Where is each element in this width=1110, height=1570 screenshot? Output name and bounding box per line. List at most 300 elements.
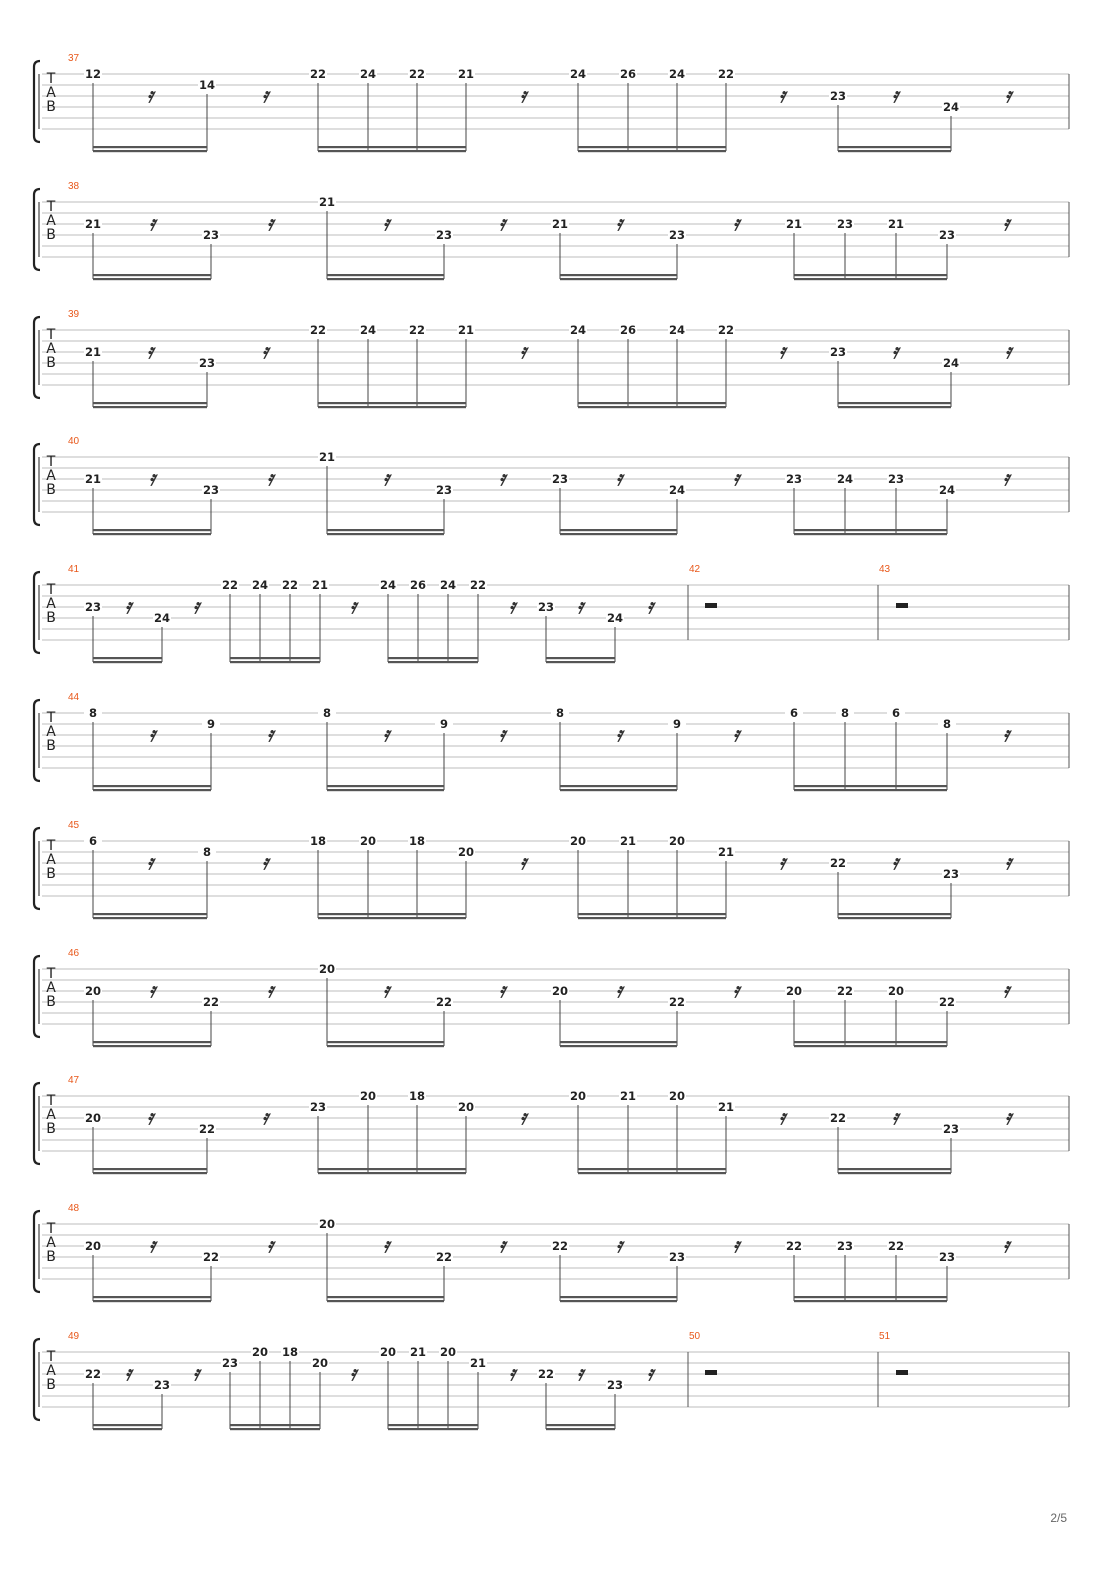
fret-number: 21 <box>311 578 329 592</box>
beam <box>327 1041 444 1043</box>
tab-clef-letter: B <box>46 99 56 115</box>
fret-number: 21 <box>619 1089 637 1103</box>
bar-number: 47 <box>68 1075 80 1086</box>
tab-clef-letter: T <box>46 966 56 982</box>
sixteenth-rest: 𝄿 <box>261 339 269 363</box>
beam <box>578 1168 726 1170</box>
bar-number: 42 <box>689 564 701 575</box>
beam <box>327 278 444 280</box>
sixteenth-rest: 𝄿 <box>891 850 899 874</box>
beam <box>578 1172 726 1174</box>
beam <box>838 1168 951 1170</box>
fret-number: 20 <box>379 1345 397 1359</box>
sixteenth-rest: 𝄿 <box>498 722 506 746</box>
sixteenth-rest: 𝄿 <box>519 1105 527 1129</box>
sixteenth-rest: 𝄿 <box>146 1105 154 1129</box>
tab-clef-letter: A <box>46 85 56 101</box>
beam <box>838 402 951 404</box>
half-rest <box>896 603 908 608</box>
tab-clef-letter: T <box>46 838 56 854</box>
fret-number: 20 <box>668 834 686 848</box>
bar-number: 49 <box>68 1331 80 1342</box>
fret-number: 22 <box>198 1122 216 1136</box>
tab-clef-letter: A <box>46 1363 56 1379</box>
sixteenth-rest: 𝄿 <box>1002 722 1010 746</box>
sixteenth-rest: 𝄿 <box>615 722 623 746</box>
fret-number: 20 <box>311 1356 329 1370</box>
beam <box>93 150 207 152</box>
beam <box>93 274 211 276</box>
beam <box>93 1045 211 1047</box>
fret-number: 22 <box>551 1239 569 1253</box>
fret-number: 20 <box>359 834 377 848</box>
bar-number: 43 <box>879 564 891 575</box>
fret-number: 22 <box>221 578 239 592</box>
fret-number: 20 <box>569 834 587 848</box>
fret-number: 23 <box>221 1356 239 1370</box>
fret-number: 18 <box>309 834 327 848</box>
tab-system <box>34 692 1069 791</box>
sixteenth-rest: 𝄿 <box>1002 466 1010 490</box>
beam <box>93 533 211 535</box>
sixteenth-rest: 𝄿 <box>124 594 132 618</box>
beam <box>230 657 320 659</box>
fret-number: 18 <box>281 1345 299 1359</box>
fret-number: 21 <box>469 1356 487 1370</box>
fret-number: 24 <box>153 611 171 625</box>
fret-number: 21 <box>619 834 637 848</box>
fret-number: 21 <box>84 472 102 486</box>
tab-clef-letter: B <box>46 482 56 498</box>
fret-number: 23 <box>435 483 453 497</box>
fret-number: 23 <box>829 89 847 103</box>
beam <box>93 402 207 404</box>
beam <box>318 913 466 915</box>
fret-number: 23 <box>785 472 803 486</box>
beam <box>93 1428 162 1430</box>
tab-system <box>34 1331 1069 1430</box>
tab-clef-letter: A <box>46 596 56 612</box>
fret-number: 23 <box>551 472 569 486</box>
fret-number: 23 <box>84 600 102 614</box>
fret-number: 22 <box>829 1111 847 1125</box>
sixteenth-rest: 𝄿 <box>519 850 527 874</box>
fret-number: 24 <box>251 578 269 592</box>
beam <box>93 278 211 280</box>
sixteenth-rest: 𝄿 <box>576 594 584 618</box>
sixteenth-rest: 𝄿 <box>508 594 516 618</box>
beam <box>838 913 951 915</box>
sixteenth-rest: 𝄿 <box>382 722 390 746</box>
beam <box>327 789 444 791</box>
beam <box>327 1296 444 1298</box>
tab-clef-letter: A <box>46 852 56 868</box>
bar-number: 39 <box>68 309 80 320</box>
sixteenth-rest: 𝄿 <box>778 83 786 107</box>
sixteenth-rest: 𝄿 <box>349 1361 357 1385</box>
fret-number: 23 <box>887 472 905 486</box>
beam <box>318 917 466 919</box>
beam <box>327 1045 444 1047</box>
beam <box>794 789 947 791</box>
fret-number: 21 <box>318 195 336 209</box>
fret-number: 24 <box>439 578 457 592</box>
fret-number: 8 <box>840 706 850 720</box>
beam <box>794 785 947 787</box>
fret-number: 23 <box>606 1378 624 1392</box>
beam <box>794 1045 947 1047</box>
beam <box>93 1168 207 1170</box>
fret-number: 6 <box>891 706 901 720</box>
tab-system <box>34 436 1069 535</box>
fret-number: 20 <box>887 984 905 998</box>
fret-number: 9 <box>672 717 682 731</box>
tab-system <box>34 564 1069 663</box>
sixteenth-rest: 𝄿 <box>498 211 506 235</box>
beam <box>794 1041 947 1043</box>
fret-number: 8 <box>322 706 332 720</box>
beam <box>93 1424 162 1426</box>
tab-system <box>34 1075 1069 1174</box>
sixteenth-rest: 𝄿 <box>732 978 740 1002</box>
sixteenth-rest: 𝄿 <box>382 211 390 235</box>
beam <box>560 529 677 531</box>
sixteenth-rest: 𝄿 <box>615 1233 623 1257</box>
beam <box>578 146 726 148</box>
fret-number: 23 <box>537 600 555 614</box>
sixteenth-rest: 𝄿 <box>1004 339 1012 363</box>
sixteenth-rest: 𝄿 <box>732 466 740 490</box>
fret-number: 24 <box>942 356 960 370</box>
beam <box>93 146 207 148</box>
fret-number: 18 <box>408 834 426 848</box>
fret-number: 22 <box>435 995 453 1009</box>
fret-number: 23 <box>938 1250 956 1264</box>
beam <box>560 1045 677 1047</box>
fret-number: 23 <box>942 867 960 881</box>
bar-number: 48 <box>68 1203 80 1214</box>
bar-number: 51 <box>879 1331 891 1342</box>
fret-number: 20 <box>457 1100 475 1114</box>
fret-number: 22 <box>309 323 327 337</box>
fret-number: 20 <box>551 984 569 998</box>
sixteenth-rest: 𝄿 <box>148 722 156 746</box>
fret-number: 23 <box>942 1122 960 1136</box>
fret-number: 23 <box>202 228 220 242</box>
bar-number: 50 <box>689 1331 701 1342</box>
bar-number: 37 <box>68 53 80 64</box>
beam <box>838 406 951 408</box>
half-rest <box>705 603 717 608</box>
beam <box>838 150 951 152</box>
fret-number: 22 <box>309 67 327 81</box>
fret-number: 22 <box>202 995 220 1009</box>
fret-number: 20 <box>668 1089 686 1103</box>
sixteenth-rest: 𝄿 <box>148 1233 156 1257</box>
beam <box>794 533 947 535</box>
beam <box>93 1041 211 1043</box>
tab-clef-letter: B <box>46 1249 56 1265</box>
fret-number: 21 <box>84 345 102 359</box>
fret-number: 24 <box>606 611 624 625</box>
fret-number: 24 <box>569 323 587 337</box>
tab-clef-letter: B <box>46 610 56 626</box>
beam <box>838 917 951 919</box>
sixteenth-rest: 𝄿 <box>498 466 506 490</box>
fret-number: 22 <box>717 67 735 81</box>
tab-clef-letter: T <box>46 1093 56 1109</box>
fret-number: 23 <box>153 1378 171 1392</box>
sixteenth-rest: 𝄿 <box>124 1361 132 1385</box>
fret-number: 21 <box>457 67 475 81</box>
fret-number: 20 <box>84 1111 102 1125</box>
fret-number: 23 <box>829 345 847 359</box>
sixteenth-rest: 𝄿 <box>1004 850 1012 874</box>
sixteenth-rest: 𝄿 <box>261 83 269 107</box>
beam <box>794 274 947 276</box>
sixteenth-rest: 𝄿 <box>508 1361 516 1385</box>
bar-number: 44 <box>68 692 80 703</box>
fret-number: 22 <box>938 995 956 1009</box>
beam <box>327 274 444 276</box>
fret-number: 9 <box>439 717 449 731</box>
fret-number: 6 <box>789 706 799 720</box>
tab-clef-letter: A <box>46 213 56 229</box>
tab-clef-letter: A <box>46 980 56 996</box>
beam <box>560 785 677 787</box>
fret-number: 8 <box>202 845 212 859</box>
beam <box>560 789 677 791</box>
sixteenth-rest: 𝄿 <box>382 1233 390 1257</box>
bar-number: 40 <box>68 436 80 447</box>
fret-number: 23 <box>668 228 686 242</box>
beam <box>388 661 478 663</box>
tab-clef-letter: A <box>46 724 56 740</box>
fret-number: 23 <box>435 228 453 242</box>
beam <box>578 402 726 404</box>
sixteenth-rest: 𝄿 <box>732 722 740 746</box>
beam <box>318 1168 466 1170</box>
fret-number: 23 <box>938 228 956 242</box>
fret-number: 20 <box>457 845 475 859</box>
beam <box>93 661 162 663</box>
fret-number: 20 <box>318 1217 336 1231</box>
tab-system <box>34 820 1069 919</box>
sixteenth-rest: 𝄿 <box>382 466 390 490</box>
beam <box>93 1172 207 1174</box>
beam <box>578 406 726 408</box>
tab-clef-letter: T <box>46 710 56 726</box>
beam <box>318 406 466 408</box>
fret-number: 20 <box>84 1239 102 1253</box>
fret-number: 23 <box>668 1250 686 1264</box>
fret-number: 22 <box>668 995 686 1009</box>
sixteenth-rest: 𝄿 <box>261 850 269 874</box>
sixteenth-rest: 𝄿 <box>732 211 740 235</box>
tab-system <box>34 1203 1069 1302</box>
fret-number: 6 <box>88 834 98 848</box>
beam <box>838 1172 951 1174</box>
tab-system <box>34 948 1069 1047</box>
tab-clef-letter: T <box>46 582 56 598</box>
beam <box>794 1296 947 1298</box>
beam <box>230 661 320 663</box>
fret-number: 20 <box>318 962 336 976</box>
fret-number: 23 <box>836 217 854 231</box>
beam <box>93 785 211 787</box>
sixteenth-rest: 𝄿 <box>148 978 156 1002</box>
beam <box>578 913 726 915</box>
tab-clef-letter: B <box>46 355 56 371</box>
sixteenth-rest: 𝄿 <box>891 83 899 107</box>
sixteenth-rest: 𝄿 <box>576 1361 584 1385</box>
sixteenth-rest: 𝄿 <box>498 1233 506 1257</box>
fret-number: 22 <box>836 984 854 998</box>
beam <box>560 533 677 535</box>
sixteenth-rest: 𝄿 <box>146 83 154 107</box>
fret-number: 24 <box>569 67 587 81</box>
beam <box>388 657 478 659</box>
beam <box>93 913 207 915</box>
tab-clef-letter: A <box>46 468 56 484</box>
tab-system <box>34 53 1069 152</box>
tab-clef-letter: B <box>46 227 56 243</box>
tab-clef-letter: T <box>46 1349 56 1365</box>
tab-clef-letter: T <box>46 327 56 343</box>
beam <box>578 917 726 919</box>
fret-number: 22 <box>717 323 735 337</box>
beam <box>318 146 466 148</box>
fret-number: 20 <box>84 984 102 998</box>
fret-number: 21 <box>717 1100 735 1114</box>
sixteenth-rest: 𝄿 <box>891 1105 899 1129</box>
tab-clef-letter: A <box>46 1235 56 1251</box>
beam <box>93 657 162 659</box>
fret-number: 24 <box>379 578 397 592</box>
fret-number: 22 <box>785 1239 803 1253</box>
beam <box>560 1296 677 1298</box>
fret-number: 22 <box>408 323 426 337</box>
beam <box>560 1041 677 1043</box>
sixteenth-rest: 𝄿 <box>266 978 274 1002</box>
tab-clef-letter: A <box>46 1107 56 1123</box>
fret-number: 24 <box>359 323 377 337</box>
sixteenth-rest: 𝄿 <box>732 1233 740 1257</box>
sixteenth-rest: 𝄿 <box>778 1105 786 1129</box>
fret-number: 22 <box>408 67 426 81</box>
beam <box>93 1300 211 1302</box>
fret-number: 22 <box>829 856 847 870</box>
beam <box>546 657 615 659</box>
tab-clef-letter: B <box>46 738 56 754</box>
fret-number: 21 <box>785 217 803 231</box>
sixteenth-rest: 𝄿 <box>519 339 527 363</box>
beam <box>546 1428 615 1430</box>
tab-clef-letter: T <box>46 199 56 215</box>
sixteenth-rest: 𝄿 <box>266 211 274 235</box>
bar-number: 45 <box>68 820 80 831</box>
fret-number: 24 <box>836 472 854 486</box>
beam <box>560 274 677 276</box>
beam <box>327 529 444 531</box>
beam <box>230 1428 320 1430</box>
sixteenth-rest: 𝄿 <box>266 466 274 490</box>
sixteenth-rest: 𝄿 <box>1004 83 1012 107</box>
beam <box>794 1300 947 1302</box>
fret-number: 22 <box>469 578 487 592</box>
fret-number: 22 <box>202 1250 220 1264</box>
fret-number: 20 <box>359 1089 377 1103</box>
beam <box>546 1424 615 1426</box>
beam <box>230 1424 320 1426</box>
fret-number: 21 <box>887 217 905 231</box>
fret-number: 24 <box>668 323 686 337</box>
beam <box>327 785 444 787</box>
beam <box>560 278 677 280</box>
beam <box>318 402 466 404</box>
sixteenth-rest: 𝄿 <box>148 466 156 490</box>
fret-number: 21 <box>457 323 475 337</box>
sixteenth-rest: 𝄿 <box>192 594 200 618</box>
tab-clef-letter: B <box>46 1377 56 1393</box>
sixteenth-rest: 𝄿 <box>1002 1233 1010 1257</box>
sixteenth-rest: 𝄿 <box>146 339 154 363</box>
bar-number: 46 <box>68 948 80 959</box>
tab-clef-letter: T <box>46 1221 56 1237</box>
fret-number: 21 <box>717 845 735 859</box>
tab-clef-letter: B <box>46 866 56 882</box>
sixteenth-rest: 𝄿 <box>146 850 154 874</box>
beam <box>318 150 466 152</box>
beam <box>388 1424 478 1426</box>
tab-system <box>34 309 1069 408</box>
sixteenth-rest: 𝄿 <box>615 211 623 235</box>
beam <box>93 1296 211 1298</box>
sixteenth-rest: 𝄿 <box>778 850 786 874</box>
fret-number: 20 <box>785 984 803 998</box>
fret-number: 23 <box>309 1100 327 1114</box>
beam <box>93 406 207 408</box>
sixteenth-rest: 𝄿 <box>1004 1105 1012 1129</box>
beam <box>93 917 207 919</box>
fret-number: 20 <box>251 1345 269 1359</box>
beam <box>318 1172 466 1174</box>
beam <box>560 1300 677 1302</box>
fret-number: 8 <box>88 706 98 720</box>
fret-number: 23 <box>198 356 216 370</box>
beam <box>388 1428 478 1430</box>
half-rest <box>896 1370 908 1375</box>
sixteenth-rest: 𝄿 <box>1002 978 1010 1002</box>
beam <box>93 789 211 791</box>
fret-number: 23 <box>202 483 220 497</box>
sixteenth-rest: 𝄿 <box>615 466 623 490</box>
sixteenth-rest: 𝄿 <box>615 978 623 1002</box>
sixteenth-rest: 𝄿 <box>266 722 274 746</box>
fret-number: 20 <box>569 1089 587 1103</box>
sixteenth-rest: 𝄿 <box>519 83 527 107</box>
tab-clef-letter: B <box>46 994 56 1010</box>
fret-number: 21 <box>318 450 336 464</box>
fret-number: 21 <box>409 1345 427 1359</box>
bar-number: 38 <box>68 181 80 192</box>
sixteenth-rest: 𝄿 <box>266 1233 274 1257</box>
sixteenth-rest: 𝄿 <box>261 1105 269 1129</box>
fret-number: 22 <box>435 1250 453 1264</box>
beam <box>838 146 951 148</box>
beam <box>578 150 726 152</box>
sixteenth-rest: 𝄿 <box>498 978 506 1002</box>
